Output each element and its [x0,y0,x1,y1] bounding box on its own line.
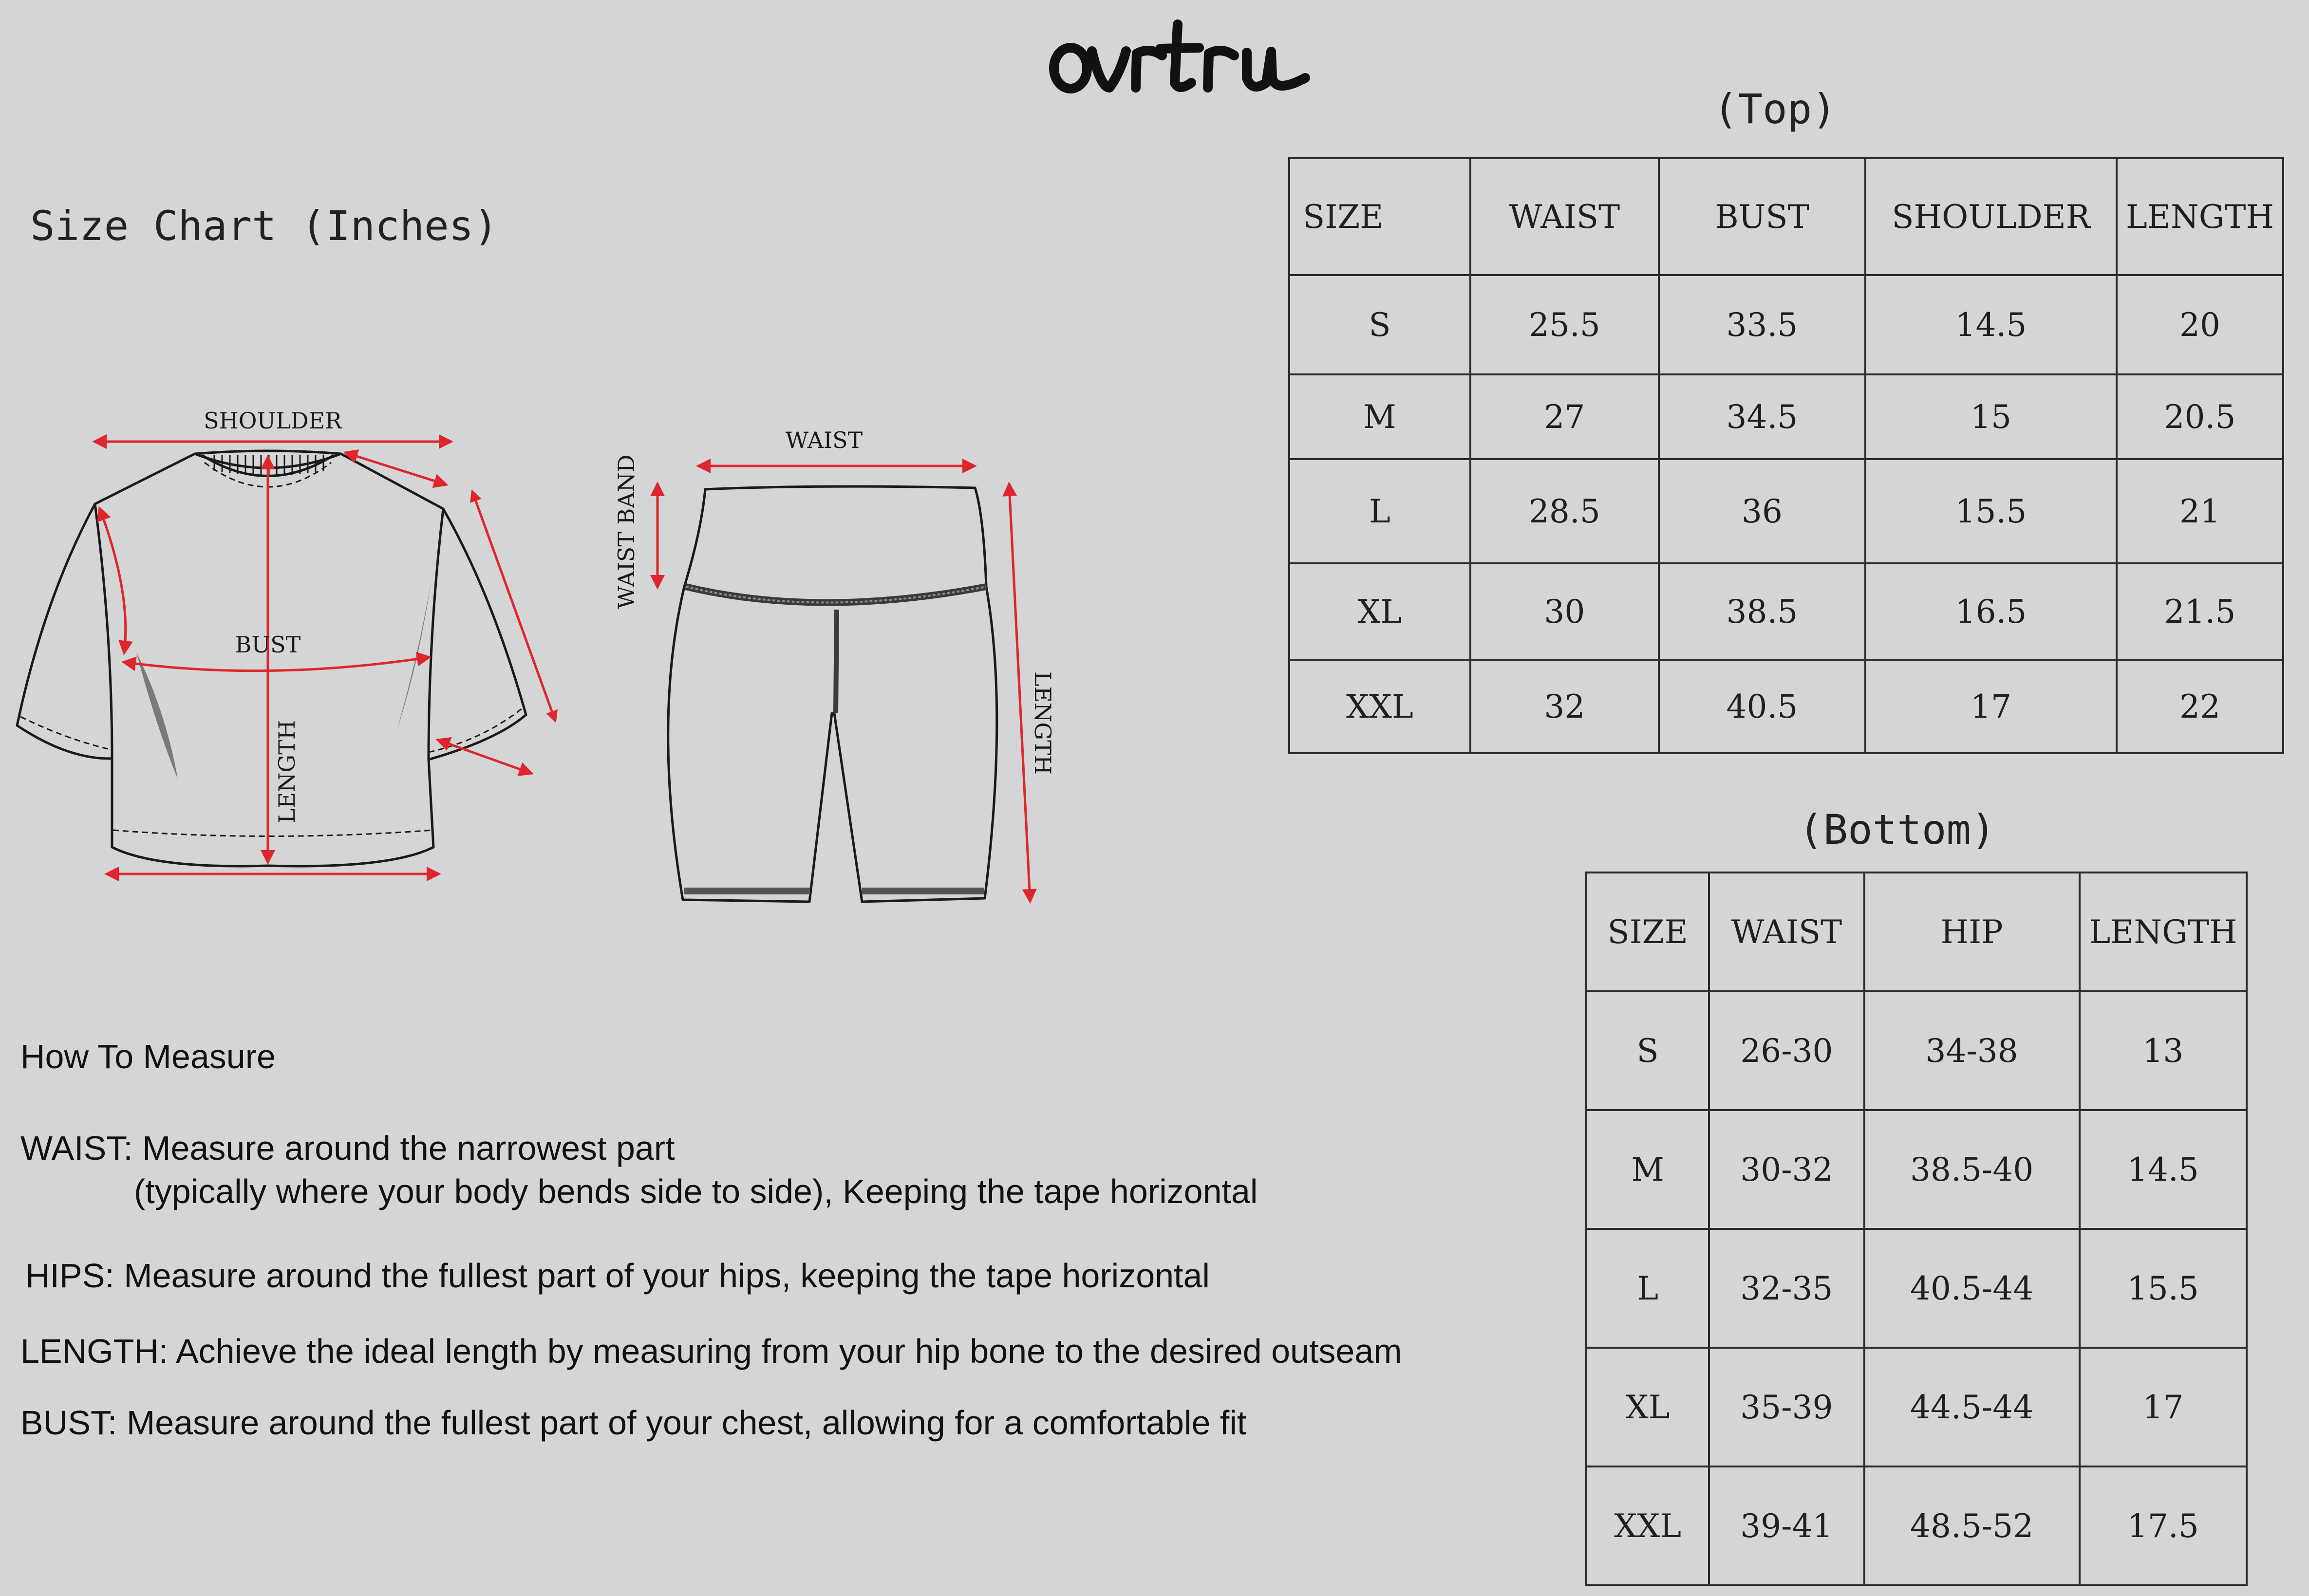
table-cell: 14.5 [2080,1110,2247,1229]
table-cell: 16.5 [1865,563,2117,660]
hips-instruction: HIPS: Measure around the fullest part of your hips, keeping the tape horizontal [25,1257,1210,1295]
bottom-size-table [1585,872,2248,1586]
table-cell: 27 [1470,374,1659,459]
table-cell: 15.5 [1865,459,2117,563]
size-cell: M [1289,374,1470,459]
table-row [1586,991,2247,1110]
table-cell: 38.5 [1659,563,1865,660]
table-cell: 14.5 [1865,275,2117,374]
size-cell: L [1586,1229,1709,1348]
table-cell: 35-39 [1709,1348,1864,1466]
how-to-title: How To Measure [20,1038,276,1076]
size-cell: L [1289,459,1470,563]
table-cell: 48.5-52 [1864,1466,2080,1585]
waist-instruction-continued: (typically where your body bends side to side), Keeping the tape horizontal [134,1172,1258,1210]
shorts-diagram [599,419,1067,925]
table-row [1586,1229,2247,1348]
header-cell: BUST [1659,158,1865,275]
table-cell: 40.5-44 [1864,1229,2080,1348]
size-cell: XL [1289,563,1470,660]
shoulder-label: SHOULDER [204,408,342,434]
table-row [1586,1348,2247,1466]
size-cell: XL [1586,1348,1709,1466]
header-cell: SIZE [1586,872,1709,991]
table-cell: 32 [1470,660,1659,753]
table-cell: 40.5 [1659,660,1865,753]
table-cell: 15.5 [2080,1229,2247,1348]
table-cell: 17.5 [2080,1466,2247,1585]
tshirt-diagram [10,390,584,896]
bust-label: BUST [235,631,301,658]
table-cell: 30 [1470,563,1659,660]
table-cell: 15 [1865,374,2117,459]
size-cell: XXL [1289,660,1470,753]
table-row [1289,374,2283,459]
table-row [1289,660,2283,753]
header-cell: WAIST [1709,872,1864,991]
table-cell: 22 [2117,660,2283,753]
table-row [1586,1466,2247,1585]
top-size-table [1288,157,2284,754]
table-cell: 32-35 [1709,1229,1864,1348]
shirt-length-label: LENGTH [274,720,300,823]
table-cell: 26-30 [1709,991,1864,1110]
table-cell: 17 [1865,660,2117,753]
shorts-length-label: LENGTH [1030,671,1056,775]
page-title: Size Chart (Inches) [30,202,498,250]
table-row [1289,275,2283,374]
top-table-title: (Top) [1713,85,1837,133]
table-cell: 30-32 [1709,1110,1864,1229]
length-instruction: LENGTH: Achieve the ideal length by measuring from your hip bone to the desired outseam [20,1332,1402,1370]
table-cell: 21.5 [2117,563,2283,660]
header-cell: HIP [1864,872,2080,991]
header-cell: LENGTH [2117,158,2283,275]
waist-instruction: WAIST: Measure around the narrowest part [20,1129,675,1167]
table-cell: 28.5 [1470,459,1659,563]
table-cell: 20.5 [2117,374,2283,459]
table-cell: 38.5-40 [1864,1110,2080,1229]
size-cell: S [1289,275,1470,374]
waist-band-label: WAIST BAND [613,454,639,609]
header-cell: SIZE [1289,158,1470,275]
table-cell: 36 [1659,459,1865,563]
brand-logo [1047,5,1320,102]
table-row [1289,563,2283,660]
size-cell: S [1586,991,1709,1110]
header-cell: SHOULDER [1865,158,2117,275]
table-cell: 34.5 [1659,374,1865,459]
header-cell: WAIST [1470,158,1659,275]
table-cell: 34-38 [1864,991,2080,1110]
size-cell: XXL [1586,1466,1709,1585]
table-cell: 17 [2080,1348,2247,1466]
table-cell: 33.5 [1659,275,1865,374]
table-cell: 13 [2080,991,2247,1110]
shorts-waist-label: WAIST [785,427,863,453]
table-cell: 20 [2117,275,2283,374]
table-cell: 39-41 [1709,1466,1864,1585]
table-cell: 44.5-44 [1864,1348,2080,1466]
table-row [1289,459,2283,563]
table-header-row [1289,158,2283,275]
header-cell: LENGTH [2080,872,2247,991]
table-header-row [1586,872,2247,991]
table-row [1586,1110,2247,1229]
bottom-table-title: (Bottom) [1799,806,1996,854]
table-cell: 25.5 [1470,275,1659,374]
bust-instruction: BUST: Measure around the fullest part of your chest, allowing for a comfortable fit [20,1404,1247,1442]
table-cell: 21 [2117,459,2283,563]
size-cell: M [1586,1110,1709,1229]
